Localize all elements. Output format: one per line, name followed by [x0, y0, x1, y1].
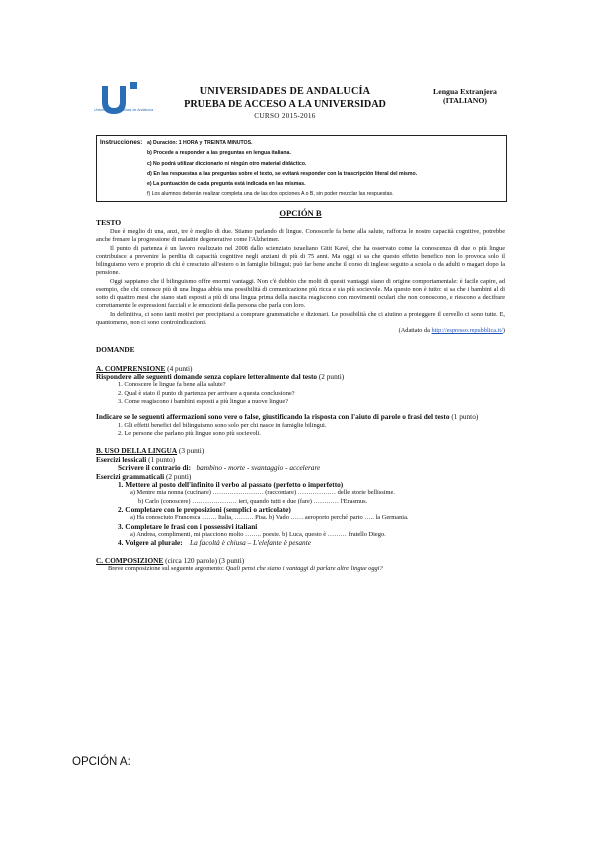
ex2-title: 2. Completare con le preposizioni (semplici o articolate)	[118, 504, 291, 514]
gram-points: (2 punti)	[164, 471, 192, 481]
lex-instruction: Scrivere il contrario di:	[118, 463, 192, 473]
q2-points: (1 punto)	[451, 412, 479, 422]
instructions-list	[147, 138, 417, 200]
section-c-name: C. COMPOSIZIONE	[96, 555, 164, 565]
section-c-points: (circa 120 parole) (3 punti)	[163, 555, 245, 565]
instructions-label: Instrucciones:	[100, 139, 143, 146]
prompt-text: Breve composizione sul seguente argomento:	[108, 565, 224, 573]
header-title-block	[170, 86, 400, 122]
section-b-points: (3 punti)	[177, 446, 205, 456]
ex2-a: a) Ha conosciuto Francesca ……. Italia, ……… Pisa. b) Vado …… aeroporto perché parto ….. la Germania.	[130, 514, 409, 522]
text-paragraph: Due è meglio di una, anzi, tre è meglio di due. Stiamo parlando di lingue. Conoscerle fa bene alla salute, rafforza le nostre capacità cognitive, potrebbe anche frenare la progressione di malattie degenerative come l'Alzheimer.	[96, 228, 505, 244]
option-b-title: OPCIÓN B	[279, 208, 322, 218]
section-a-points: (4 punti)	[165, 363, 193, 373]
testo-heading: TESTO	[96, 218, 122, 227]
lex-points: (1 punto)	[146, 454, 176, 464]
ex4-row	[118, 539, 505, 547]
ex3-title: 3. Completare le frasi con i possessivi italiani	[118, 521, 258, 531]
instruction-item: c) No podrá utilizar diccionario ni ningún otro material didáctico.	[147, 160, 307, 167]
source-suffix: )	[502, 327, 505, 334]
ex4-phrases: La facoltà è chiusa – L'elefante è pesante	[190, 538, 311, 548]
ex1-a: a) Mentre mia nonna (cucinare) …………………… (raccontare) ……………… delle storie bellissime.	[130, 489, 395, 497]
lex-words: bambino - morte - svantaggio - accelerare	[196, 463, 321, 473]
list-item: 3. Come reagiscono i bambini esposti a più lingue a nuove lingue?	[118, 398, 289, 406]
list-item: 1. Gli effetti benefici del bilinguismo sono solo per chi nasce in famiglie bilingui.	[118, 421, 327, 429]
q1-heading	[96, 373, 505, 381]
q2-heading	[96, 413, 505, 421]
instruction-item: a) Duración: 1 HORA y TREINTA MINUTOS.	[147, 140, 253, 146]
list-item: 1. Conoscere le lingue fa bene alla salute?	[118, 381, 226, 389]
text-paragraph: Il punto di partenza è un lavoro realizzato nel 2008 dallo scienziato israeliano Gitit Kavé, che ha osservato come la conoscenza di due o più lingue contribuisce a prevenire la perdita di capacità cognitive negli anziani di più di 75 anni. Ma oggi si sa che questo effetto benefico non lo provoca solo il bilinguismo vero e proprio di chi è cresciuto all'estero o in famiglie bilingui; può far bene anche il corso di inglese seguito a scuola o da adulti o magari dopo la pensione.	[96, 244, 505, 277]
instruction-item: d) En las respuestas a las preguntas sobre el texto, se evitará responder con la trascripción literal del mismo.	[147, 170, 418, 177]
list-item: 2. Qual è stato il punto di partenza per arrivare a questa conclusione?	[118, 389, 295, 397]
logo-caption: Universidades Públicas de Andalucía	[94, 108, 154, 112]
list-item: 2. Le persone che parlano più lingue sono più socievoli.	[118, 430, 261, 438]
ex1-b: b) Carlo (conoscere) ………………… ieri, quando tutti e due (fare) ………… l'Erasmus.	[138, 497, 368, 505]
ex4-title: 4. Volgere al plurale:	[118, 538, 183, 548]
text-source	[96, 327, 505, 335]
lex-heading-text: Esercizi lessicali	[96, 454, 147, 464]
source-prefix: (Adattato da	[398, 327, 432, 334]
university-logo	[96, 80, 144, 132]
instruction-item: f) Los alumnos deberán realizar completa una de las dos opciones A o B, sin poder mezclar las respuestas.	[147, 191, 394, 198]
source-link[interactable]: http://espresso.repubblica.it/	[431, 327, 503, 334]
option-a-label: OPCIÓN A:	[72, 756, 131, 768]
exam-name: PRUEBA DE ACCESO A LA UNIVERSIDAD	[184, 99, 386, 110]
section-a-name: A. COMPRENSIONE	[96, 363, 166, 373]
q1-points: (2 punti)	[317, 372, 345, 382]
section-c-prompt	[96, 565, 505, 573]
instruction-item: b) Procede a responder a las preguntas en lengua italiana.	[147, 150, 291, 157]
university-name: UNIVERSIDADES DE ANDALUCÍA	[199, 86, 371, 97]
q2-heading-text: Indicare se le seguenti affermazioni sono vere o false, giustificando la risposta con l'aiuto di parole o frasi del testo	[96, 412, 450, 422]
ex3-a: a) Andrea, complimenti, mi piacciono molto …….. poesie. b) Luca, questo è ……… fratello Diego.	[130, 531, 386, 539]
ex1-title: 1. Mettere al posto dell'infinito il verbo al passato (perfetto o imperfetto)	[118, 479, 344, 489]
subject-block	[420, 87, 510, 105]
exam-body	[96, 228, 505, 574]
prompt-topic: Quali pensi che siano i vantaggi di parlare altre lingue oggi?	[225, 565, 383, 573]
subject-line1: Lengua Extranjera	[433, 87, 497, 96]
subject-line2: (ITALIANO)	[442, 96, 488, 105]
instruction-item: e) La puntuación de cada pregunta está indicada en las mismas.	[147, 181, 306, 188]
text-paragraph: In definitiva, ci sono tanti motivi per precipitarsi a comprare grammatiche e dizionari. Le possibilità che ci aiutino a proteggere il cervello ci sono tutte. E, quantomeno, non ci sono controindicazioni.	[96, 310, 505, 326]
text-paragraph: Oggi sappiamo che il bilinguismo offre enormi vantaggi. Non c'è dubbio che molti di questi vantaggi siano di origine comportamentale: è facile capire, ad esempio, che chi conosce più di una lingua abbia una possibilità di comunicazione più ricca e sia più socievole. Ma questo non è tutto: si sa che i bambini al di sotto di quattro mesi che siano stati esposti a più di una lingua prima della nascita reagiscono con movimenti oculari che non conoscono, e riescono a decifrare correttamente le espressioni facciali e le emozioni della persona che parla con loro.	[96, 277, 505, 310]
section-b-name: B. USO DELLA LINGUA	[96, 446, 178, 456]
domande-heading: DOMANDE	[96, 345, 135, 355]
q1-heading-text: Rispondere alle seguenti domande senza copiare letteralmente dal testo	[96, 372, 318, 382]
section-c-title	[96, 557, 505, 565]
course-year: CURSO 2015-2016	[254, 112, 316, 120]
gram-heading-text: Esercizi grammaticali	[96, 471, 165, 481]
instructions-box	[96, 135, 507, 202]
